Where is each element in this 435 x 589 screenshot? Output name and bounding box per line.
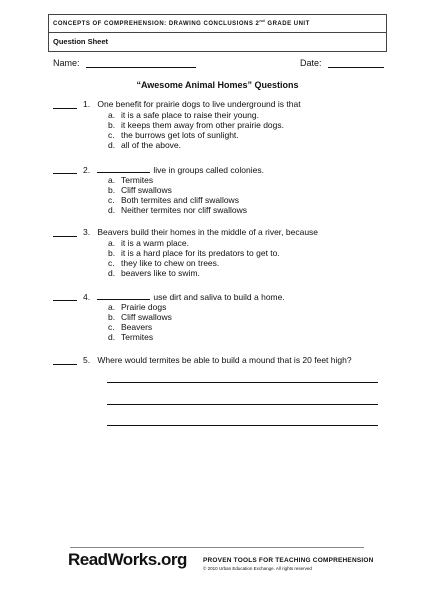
footer-tagline: PROVEN TOOLS FOR TEACHING COMPREHENSION [203,557,374,564]
footer-copyright: © 2010 Urban Education Exchange. All rights reserved [203,566,312,571]
option-d: d. Termites [108,332,154,343]
worksheet-title: “Awesome Animal Homes” Questions [136,80,299,90]
option-b: b. Cliff swallows [108,311,172,322]
option-c: c. they like to chew on trees. [108,258,220,269]
option-c: c. Beavers [108,322,153,333]
fill-in-blank[interactable] [97,164,150,173]
name-field [53,58,196,68]
option-d: d. all of the above. [108,140,182,151]
options-list [108,302,172,343]
options-list [108,175,247,216]
option-a: a. it is a safe place to raise their young. [108,109,259,120]
option-a: a. it is a warm place. [108,237,190,248]
question-text: 4. use dirt and saliva to build a home. [83,292,285,302]
header-box [48,14,387,52]
answer-blank[interactable] [53,173,77,174]
fill-in-blank[interactable] [97,291,150,300]
date-blank[interactable] [328,67,384,68]
option-a: a. Termites [108,174,154,185]
option-b: b. it is a hard place for its predators to get to. [108,247,280,258]
options-list [108,238,280,279]
question-text: 2. live in groups called colonies. [83,165,264,175]
answer-blank[interactable] [53,236,77,237]
date-field [300,58,384,68]
option-d: d. Neither termites nor cliff swallows [108,205,247,216]
option-d: d. beavers like to swim. [108,268,200,279]
option-b: b. it keeps them away from other prairie dogs. [108,119,284,130]
answer-blank[interactable] [53,108,77,109]
footer-divider [70,547,364,548]
option-c: c. the burrows get lots of sunlight. [108,130,239,141]
question-text: 1. One benefit for prairie dogs to live underground is that [83,99,301,109]
writing-line-1[interactable] [107,382,378,383]
name-label: Name: [53,58,80,68]
readworks-logo: ReadWorks.org [68,550,187,569]
name-blank[interactable] [86,67,196,68]
date-label: Date: [300,58,322,68]
options-list [108,110,284,151]
writing-line-3[interactable] [107,425,378,426]
question-text: 5. Where would termites be able to build a mound that is 20 feet high? [83,355,352,365]
unit-title-row [49,15,386,33]
answer-blank[interactable] [53,300,77,301]
answer-blank[interactable] [53,364,77,365]
question-text: 3. Beavers build their homes in the middle of a river, because [83,227,319,237]
sheet-label: Question Sheet [53,37,109,46]
option-a: a. Prairie dogs [108,301,167,312]
option-b: b. Cliff swallows [108,184,172,195]
option-c: c. Both termites and cliff swallows [108,195,239,206]
unit-title: CONCEPTS OF COMPREHENSION: DRAWING CONCLUSIONS 2nd GRADE UNIT [53,18,310,27]
writing-line-2[interactable] [107,404,378,405]
